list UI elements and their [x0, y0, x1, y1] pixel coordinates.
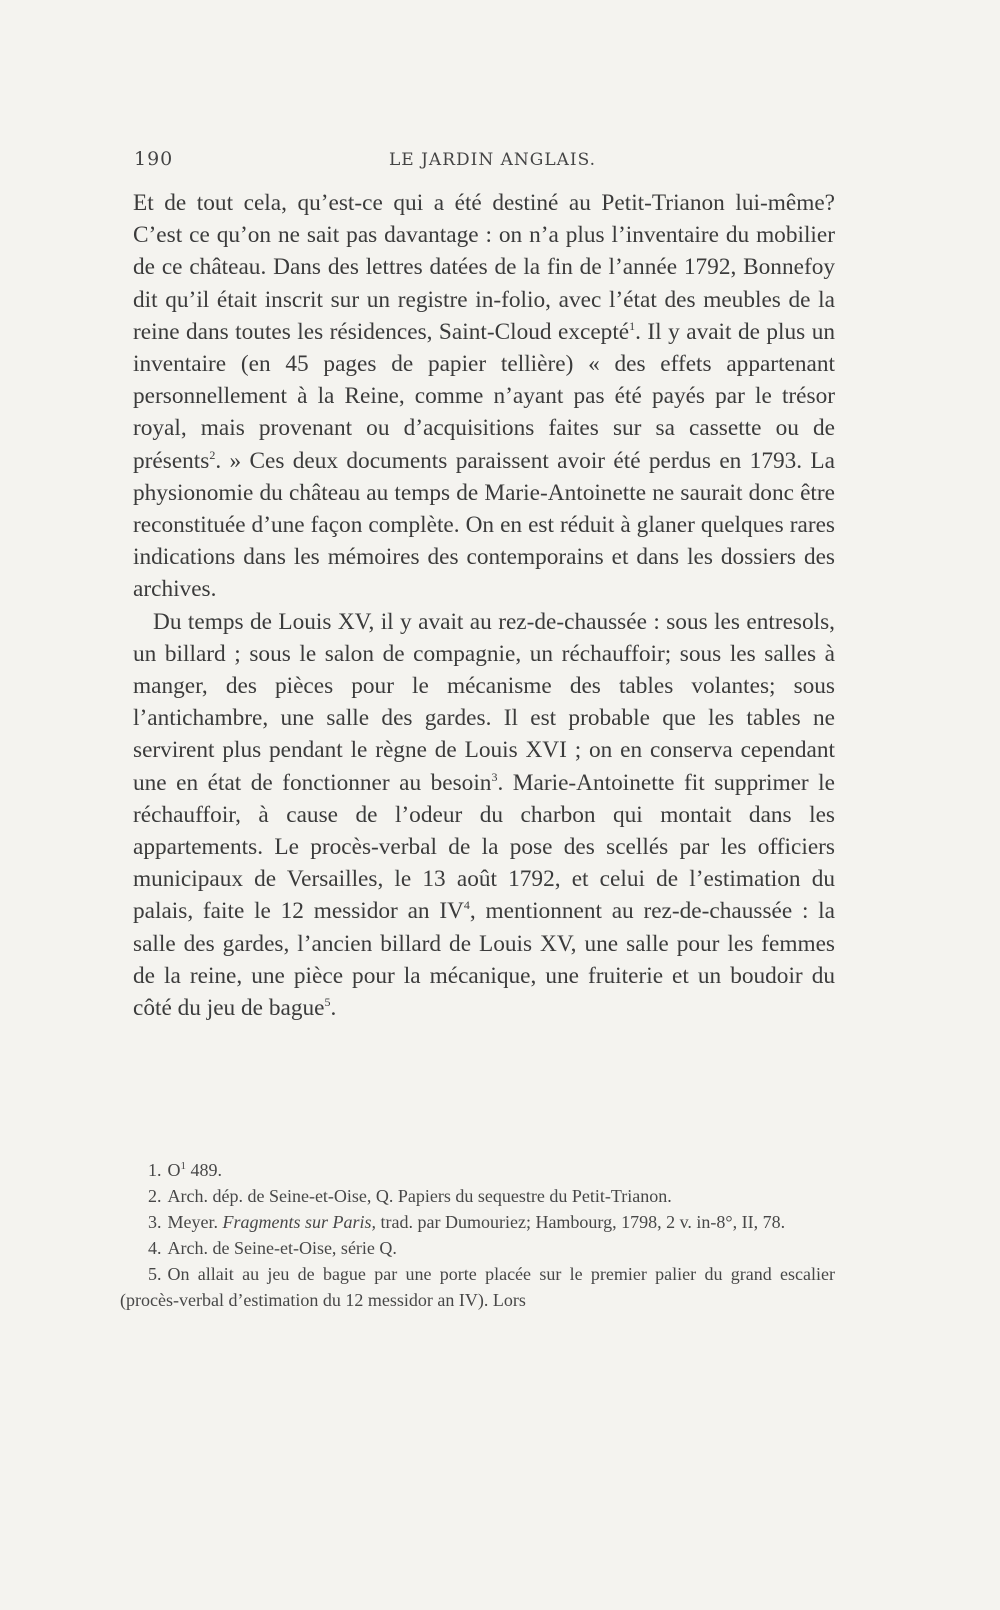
text-run: , mentionnent au rez-de-chaussée : la salle des gardes, l’ancien billard de Louis XV, une salle pour les femmes de la reine, une pièce pour la mécanique, une fruiterie et un boudoir du côté du jeu de bague	[133, 898, 835, 1022]
text-run: .	[330, 995, 337, 1022]
paragraph	[133, 187, 835, 606]
footnote-ref: 2	[209, 447, 216, 462]
footnote-ref: 1	[629, 319, 636, 334]
footnote-number: 4.	[148, 1238, 162, 1258]
text-run: Arch. dép. de Seine-et-Oise, Q. Papiers du sequestre du Petit-Trianon.	[167, 1186, 672, 1206]
book-title: Fragments sur Paris,	[222, 1212, 376, 1232]
footnote	[120, 1183, 835, 1209]
footnotes	[120, 1157, 835, 1313]
page-header	[134, 148, 834, 176]
footnote-ref: 5	[324, 995, 331, 1010]
text-run: Du temps de Louis XV, il y avait au rez-de-chaussée : sous les entresols, un billard ; sous le salon de compagnie, un réchauffoir; sous les salles à manger, des pièces pour le mécanisme des tables volantes; sous l’antichambre, une salle des gardes. Il est probable que les tables ne servirent plus pendant le règne de Louis XVI ; on en conserva cependant une en état de fonctionner au besoin	[133, 608, 835, 796]
page-number: 190	[134, 148, 174, 170]
footnote	[120, 1209, 835, 1235]
text-run: . Il y avait de plus un inventaire (en 45 pages de papier tellière) « des effets appartenant personnellement à la Reine, comme n’ayant pas été payés par le trésor royal, mais provenant ou d’acquisitions faites sur sa cassette ou de présents	[133, 318, 835, 474]
footnote-number: 2.	[148, 1186, 162, 1206]
footnote-ref: 3	[491, 769, 498, 784]
text-run: Et de tout cela, qu’est-ce qui a été destiné au Petit-Trianon lui-même? C’est ce qu’on ne sait pas davantage : on n’a plus l’inventaire du mobilier de ce château. Dans des lettres datées de la fin de l’année 1792, Bonnefoy dit qu’il était inscrit sur un registre in-folio, avec l’état des meubles de la reine dans toutes les résidences, Saint-Cloud excepté	[133, 190, 835, 345]
main-text	[133, 187, 835, 1024]
text-run: Arch. de Seine-et-Oise, série Q.	[167, 1238, 397, 1258]
text-run: trad. par Dumouriez; Hambourg, 1798, 2 v. in-8°, II, 78.	[376, 1212, 786, 1232]
superscript: 1	[180, 1160, 186, 1172]
footnote	[120, 1261, 835, 1313]
footnote	[120, 1235, 835, 1261]
running-title: LE JARDIN ANGLAIS.	[389, 150, 597, 170]
footnote-ref: 4	[463, 898, 470, 913]
text-run: . » Ces deux documents paraissent avoir été perdus en 1793. La physionomie du château au temps de Marie-Antoinette ne saurait donc être reconstituée d’une façon complète. On en est réduit à glaner quelques rares indications dans les mémoires des contemporains et dans les dossiers des archives.	[133, 447, 835, 603]
paragraph	[133, 606, 835, 1025]
footnote-number: 5.	[148, 1264, 162, 1284]
footnote	[120, 1157, 835, 1183]
text-run: On allait au jeu de bague par une porte placée sur le premier palier du grand escalier (procès-verbal d’estimation du 12 messidor an IV). Lors	[120, 1264, 835, 1310]
text-run: Meyer.	[167, 1212, 223, 1232]
text-run: O	[167, 1160, 181, 1180]
footnote-number: 1.	[148, 1160, 162, 1180]
text-run: 489.	[186, 1160, 222, 1180]
text-run: . Marie-Antoinette fit supprimer le réchauffoir, à cause de l’odeur du charbon qui montait dans les appartements. Le procès-verbal de la pose des scellés par les officiers municipaux de Versailles, le 13 août 1792, et celui de l’estimation du palais, faite le 12 messidor an IV	[133, 769, 835, 925]
footnote-number: 3.	[148, 1212, 162, 1232]
